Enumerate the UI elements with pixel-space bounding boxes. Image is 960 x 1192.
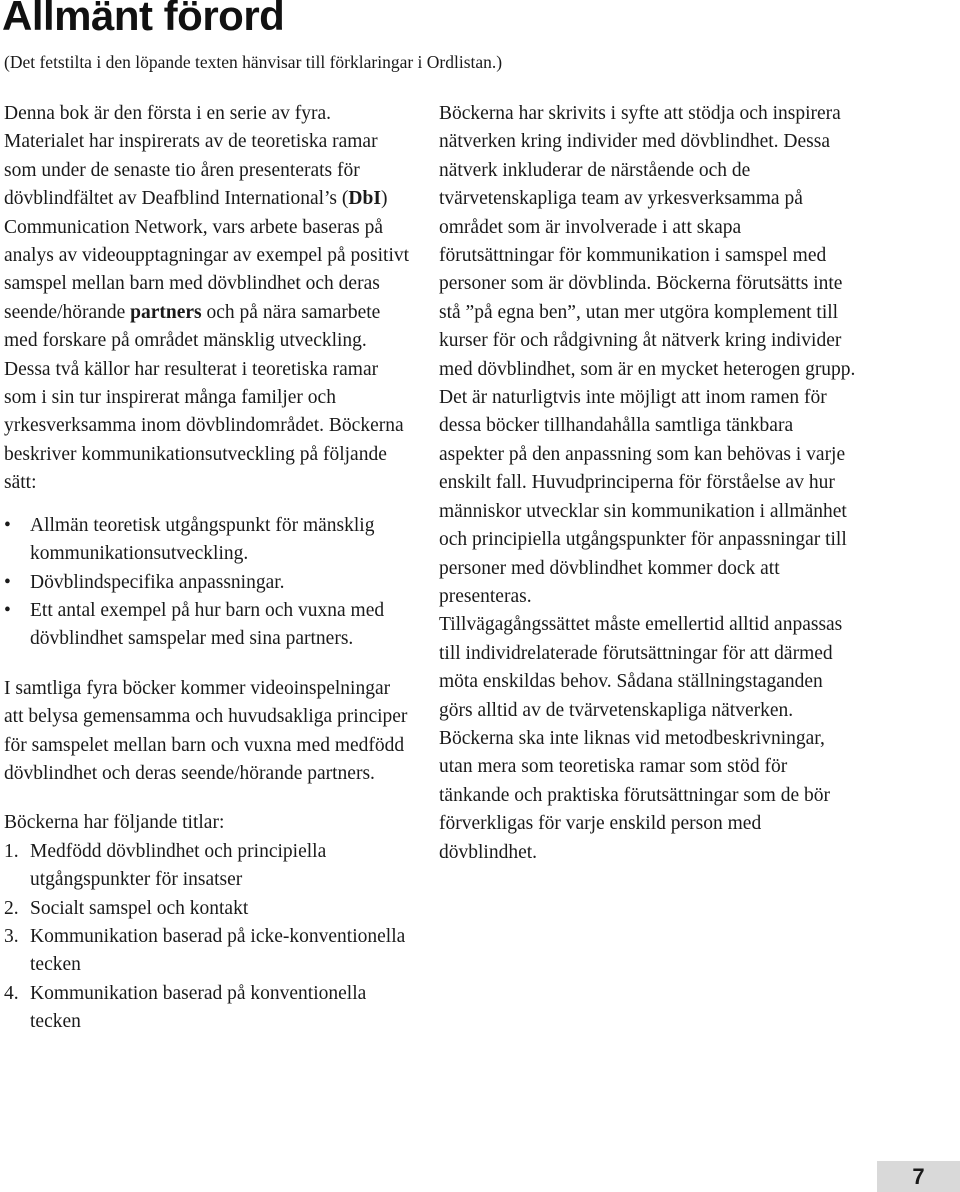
intro-paragraph	[4, 100, 414, 498]
purpose-paragraph: Böckerna har skrivits i syfte att stödja och inspirera nätverken kring individer med dövblindhet. Dessa nätverk inkluderar de närstående och de tvärvetenskapliga team av yrkesverksamma på området som är involverade i att skapa förutsättningar för kommunikation i samspel med personer som är dövblinda. Böckerna förutsätts inte stå ”på egna ben”, utan mer utgöra komplement till kurser för och rådgivning åt nätverk kring individer med dövblindhet, som är en mycket heterogen grupp. Det är naturligtvis inte möjligt att inom ramen för dessa böcker tillhandahålla samtliga tänkbara aspekter på den anpassning som kan behövas i varje enskilt fall. Huvudprinciperna för förståelse av hur människor utvecklar sin kommunikation i allmänhet och principiella utgångspunkter för anpassningar till personer med dövblindhet kommer dock att presenteras.	[439, 103, 856, 607]
intro-text-start: Denna bok är den första i en serie av fyra. Materialet har inspirerats av de teoretiska ramar som under de senaste tio åren presenterats för dövblindfältet av Deafblind International’s (	[4, 103, 378, 210]
bullet-item: • Allmän teoretisk utgångspunkt för mänsklig kommunikationsutveckling.	[4, 512, 414, 569]
glossary-term-dbi: DbI	[348, 188, 381, 210]
page-title: Allmänt förord	[2, 0, 285, 39]
glossary-term-partners: partners	[130, 301, 202, 323]
book-number: 4.	[4, 982, 19, 1004]
book-number: 1.	[4, 840, 19, 862]
approach-paragraph: Tillvägagångssättet måste emellertid alltid anpassas till individrelaterade förutsättningar för att därmed möta enskildas behov. Sådana ställningstaganden görs alltid av de tvärvetenskapliga nätverken.	[439, 614, 843, 721]
book-title-item	[4, 980, 414, 1037]
left-column	[4, 100, 414, 1037]
page-number: 7	[877, 1161, 960, 1192]
bullet-item: • Dövblindspecifika anpassningar.	[4, 569, 414, 597]
book-title-item	[4, 923, 414, 980]
book-title-text: Medfödd dövblindhet och principiella utgångspunkter för insatser	[30, 840, 327, 891]
book-title-text: Kommunikation baserad på konventionella tecken	[30, 982, 367, 1033]
video-paragraph: I samtliga fyra böcker kommer videoinspelningar att belysa gemensamma och huvudsakliga principer för samspelet mellan barn och vuxna med medfödd dövblindhet och deras seende/hörande partners.	[4, 677, 408, 784]
book-title-text: Socialt samspel och kontakt	[30, 897, 249, 919]
methods-paragraph: Böckerna ska inte liknas vid metodbeskrivningar, utan mera som teoretiska ramar som stöd för tänkande och praktiska förutsättningar som de bör förverkligas för varje enskild person med dövblindhet.	[439, 727, 830, 863]
book-number: 3.	[4, 925, 19, 947]
bullet-list	[4, 512, 414, 654]
book-title-item	[4, 838, 414, 895]
right-column	[439, 100, 859, 867]
book-title-item	[4, 895, 414, 923]
intro-text-end: och på nära samarbete med forskare på området mänsklig utveckling. Dessa två källor har resulterat i teoretiska ramar som i sin tur inspirerat många familjer och yrkesverksamma inom dövblindområdet. Böckerna beskriver kommunikationsutveckling på följande sätt:	[4, 301, 404, 494]
book-titles-list	[4, 838, 414, 1037]
page-subtitle: (Det fetstilta i den löpande texten hänvisar till förklaringar i Ordlistan.)	[4, 52, 503, 72]
book-number: 2.	[4, 897, 19, 919]
book-title-text: Kommunikation baserad på icke-konventionella tecken	[30, 925, 406, 976]
bullet-item: • Ett antal exempel på hur barn och vuxna med dövblindhet samspelar med sina partners.	[4, 597, 414, 654]
titles-heading: Böckerna har följande titlar:	[4, 812, 225, 834]
intro-text-middle: ) Communication Network, vars arbete baseras på analys av videoupptagningar av exempel på positivt samspel mellan barn med dövblindhet och deras seende/hörande	[4, 188, 410, 323]
